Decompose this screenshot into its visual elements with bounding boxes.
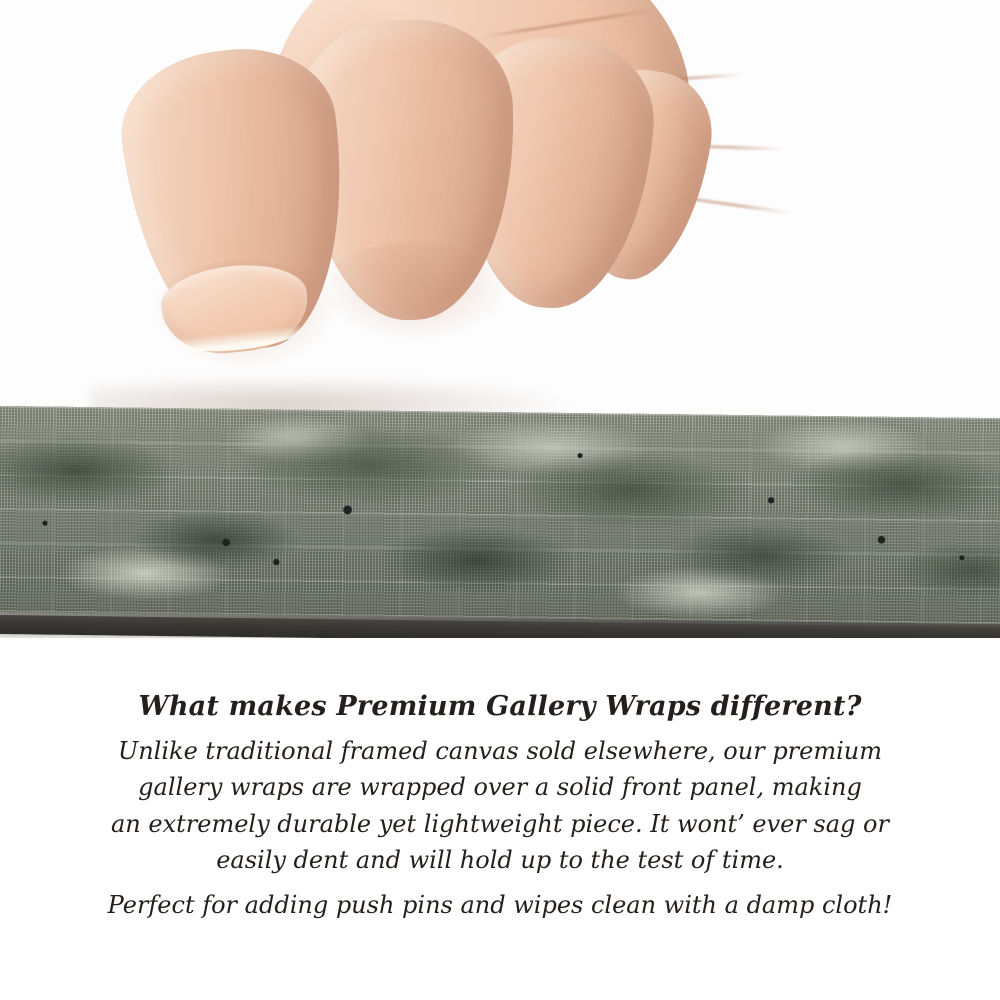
caption-heading: What makes Premium Gallery Wraps different? bbox=[138, 691, 862, 722]
caption-line: gallery wraps are wrapped over a solid front panel, making bbox=[138, 773, 862, 802]
caption-line: easily dent and will hold up to the test of time. bbox=[216, 846, 784, 875]
caption-footer: Perfect for adding push pins and wipes clean with a damp cloth! bbox=[107, 890, 893, 919]
canvas-artwork-surface bbox=[0, 406, 1000, 630]
hand-illustration bbox=[120, 0, 680, 430]
knuckle-crease-icon bbox=[481, 8, 654, 38]
caption-line: Unlike traditional framed canvas sold elsewhere, our premium bbox=[117, 736, 882, 765]
caption-block bbox=[0, 690, 1000, 923]
gallery-wrap-panel bbox=[0, 406, 1000, 638]
caption-line: an extremely durable yet lightweight piece. It wont’ ever sag or bbox=[111, 809, 889, 838]
fingertip-shading bbox=[320, 242, 510, 342]
caption-body bbox=[0, 733, 1000, 879]
